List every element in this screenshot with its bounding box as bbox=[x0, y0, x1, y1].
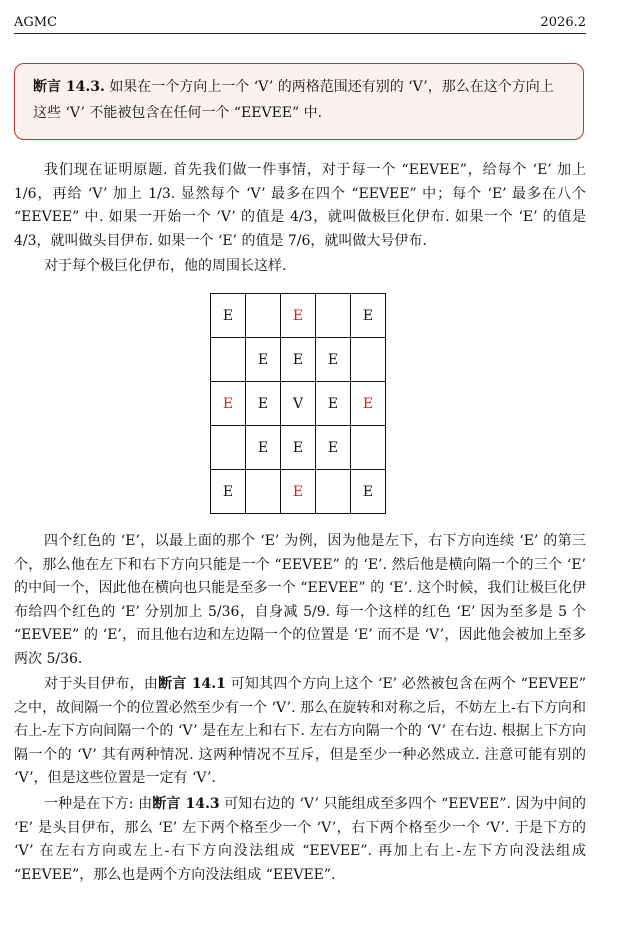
grid-cell bbox=[211, 338, 246, 382]
grid-cell: E bbox=[281, 470, 316, 514]
paragraph-3: 四个红色的 ‘E’，以最上面的那个 ‘E’ 为例，因为他是左下，右下方向连续 ‘E’ 的第三个，那么他在左下和右下方向只能是一个 “EEVEE” 的 ‘E’. 然后他是横向隔一个的三个 ‘E’ 的中间一个，因此他在横向也只能是至多一个 “EEVEE” 的 ‘E’. 这个时候，我们让极巨化伊布给四个红色的 ‘E’ 分别加上 5/36，自身减 5/9. 每一个这样的红色 ‘E’ 因为至多是 5 个 “EEVEE” 的 ‘E’，而且他右边和左边隔一个的位置是 ‘E’ 而不是 ‘V’，因此他会被加上至多两次 5/36. bbox=[14, 533, 586, 667]
page-header bbox=[14, 10, 586, 34]
grid-cell: E bbox=[246, 426, 281, 470]
grid-cell: E bbox=[211, 382, 246, 426]
grid-cell bbox=[316, 470, 351, 514]
paragraph-2: 对于每个极巨化伊布，他的周围长这样. bbox=[44, 258, 287, 274]
paragraph-4-post: 可知其四个方向上这个 ‘E’ 必然被包含在两个 “EEVEE” 之中，故间隔一个的位置必然至少有一个 ‘V’. 那么在旋转和对称之后，不妨左上-右下方向和右上-左下方向间隔一个的 ‘V’ 是在左上和右下. 左右方向隔一个的 ‘V’ 在右边. 根据上下方向隔一个的 ‘V’ 其有两种情况. 这两种情况不互斥，但是至少一种必然成立. 注意可能有别的 ‘V’，但是这些位置是一定有 ‘V’. bbox=[14, 676, 586, 786]
assertion-ref-14-3: 断言 14.3 bbox=[152, 796, 220, 812]
grid-cell: E bbox=[281, 294, 316, 338]
assertion-box bbox=[14, 63, 584, 140]
grid-row bbox=[211, 426, 386, 470]
grid-cell bbox=[246, 470, 281, 514]
paragraph-4-pre: 对于头目伊布，由 bbox=[44, 676, 159, 692]
grid-cell: E bbox=[351, 294, 386, 338]
grid-cell: E bbox=[211, 294, 246, 338]
assertion-ref-14-1: 断言 14.1 bbox=[158, 676, 226, 692]
grid-row bbox=[211, 470, 386, 514]
grid-cell bbox=[246, 294, 281, 338]
paragraph-5-post: 可知右边的 ‘V’ 只能组成至多四个 “EEVEE”. 因为中间的 ‘E’ 是头目伊布，那么 ‘E’ 左下两个格至少一个 ‘V’，右下两个格至少一个 ‘V’. 于是下方的 ‘V’ 在左右方向或左上-右下方向没法组成 “EEVEE”. 再加上右上-左下方向没法组成 “EEVEE”，那么也是两个方向没法组成 “EEVEE”. bbox=[14, 796, 586, 883]
grid-cell: E bbox=[351, 470, 386, 514]
grid-cell bbox=[351, 338, 386, 382]
paragraph-1: 我们现在证明原题. 首先我们做一件事情，对于每一个 “EEVEE”，给每个 ‘E’ 加上 1/6，再给 ‘V’ 加上 1/3. 显然每个 ‘V’ 最多在四个 “EEVEE” 中；每个 ‘E’ 最多在八个 “EEVEE” 中. 如果一开始一个 ‘V’ 的值是 4/3，就叫做极巨化伊布. 如果一个 ‘E’ 的值是 4/3，就叫做头目伊布. 如果一个 ‘E’ 的值是 7/6，就叫做大号伊布. bbox=[14, 162, 586, 249]
grid-row bbox=[211, 382, 386, 426]
paragraph-5 bbox=[14, 793, 586, 887]
header-right: 2026.2 bbox=[540, 15, 586, 30]
header-left: AGMC bbox=[14, 15, 58, 30]
grid-cell: E bbox=[281, 338, 316, 382]
grid-row bbox=[211, 294, 386, 338]
assertion-label: 断言 14.3. bbox=[33, 79, 105, 95]
grid-cell: E bbox=[316, 426, 351, 470]
grid-cell: E bbox=[351, 382, 386, 426]
grid-row bbox=[211, 338, 386, 382]
grid-cell: E bbox=[316, 382, 351, 426]
grid-cell bbox=[316, 294, 351, 338]
grid-cell: E bbox=[246, 382, 281, 426]
grid-cell: E bbox=[246, 338, 281, 382]
grid-cell bbox=[211, 426, 246, 470]
grid-cell bbox=[351, 426, 386, 470]
paragraph-4 bbox=[14, 673, 586, 791]
grid-cell: E bbox=[211, 470, 246, 514]
grid-cell: V bbox=[281, 382, 316, 426]
grid-cell: E bbox=[316, 338, 351, 382]
assertion-text: 如果在一个方向上一个 ‘V’ 的两格范围还有别的 ‘V’，那么在这个方向上这些 ‘V’ 不能被包含在任何一个 “EEVEE” 中. bbox=[33, 79, 554, 121]
paragraph-5-pre: 一种是在下方: 由 bbox=[44, 796, 153, 812]
grid-cell: E bbox=[281, 426, 316, 470]
eevee-grid bbox=[210, 293, 386, 514]
